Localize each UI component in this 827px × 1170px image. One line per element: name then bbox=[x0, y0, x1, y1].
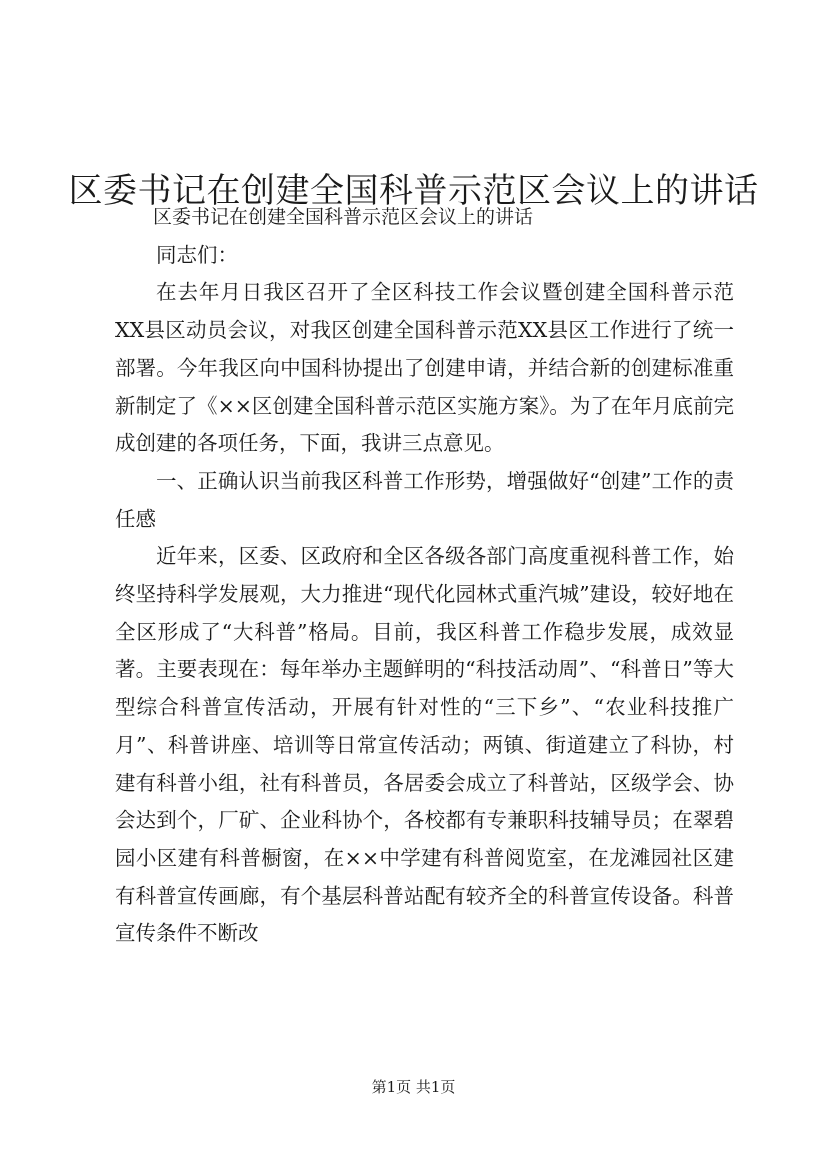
document-body bbox=[115, 199, 734, 953]
section-heading: 一、正确认识当前我区科普工作形势，增强做好“创建”工作的责任感 bbox=[115, 468, 734, 531]
salutation-paragraph: 同志们： bbox=[156, 242, 238, 267]
body-paragraph: 近年来，区委、区政府和全区各级各部门高度重视科普工作，始终坚持科学发展观，大力推进“现代化园林式重汽城”建设，较好地在全区形成了“大科普”格局。目前，我区科普工作稳步发展，成效显著。主要表现在：每年举办主题鲜明的“科技活动周”、“科普日”等大型综合科普宣传活动，开展有针对性的“三下乡”、“农业科技推广月”、科普讲座、培训等日常宣传活动；两镇、街道建立了科协，村建有科普小组，社有科普员，各居委会成立了科普站，区级学会、协会达到个，厂矿、企业科协个，各校都有专兼职科技辅导员；在翠碧园小区建有科普橱窗，在××中学建有科普阅览室，在龙滩园社区建有科普宣传画廊，有个基层科普站配有较齐全的科普宣传设备。科普宣传条件不断改 bbox=[115, 544, 734, 946]
document-title: 区委书记在创建全国科普示范区会议上的讲话 bbox=[68, 170, 759, 211]
page-footer: 第1页 共1页 bbox=[371, 1078, 456, 1096]
intro-paragraph: 在去年月日我区召开了全区科技工作会议暨创建全国科普示范XX县区动员会议，对我区创建全国科普示范XX县区工作进行了统一部署。今年我区向中国科协提出了创建申请，并结合新的创建标准重新制定了《××区创建全国科普示范区实施方案》。为了在年月底前完成创建的各项任务，下面，我讲三点意见。 bbox=[115, 280, 734, 456]
subtitle-paragraph: 区委书记在创建全国科普示范区会议上的讲话 bbox=[153, 206, 534, 228]
